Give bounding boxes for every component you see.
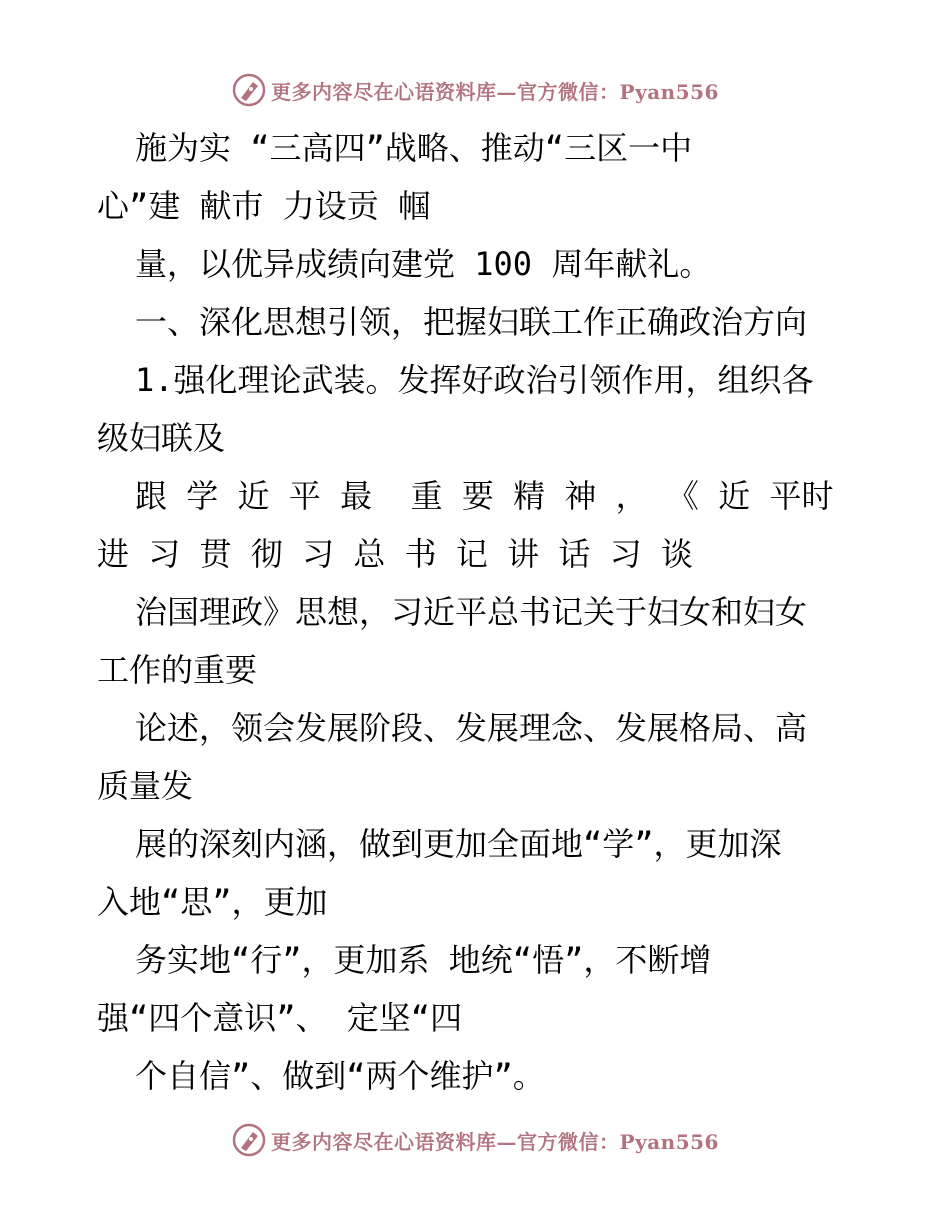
text-line: 展的深刻内涵，做到更加全面地“学”，更加深 (135, 825, 782, 863)
watermark-banner-bottom (0, 1120, 950, 1160)
text-line: 工作的重要 (97, 651, 258, 689)
text-line: 强“四个意识”、 定坚“四 (97, 999, 463, 1037)
text-line: 施为实 “三高四”战略、推动“三区一中 (135, 129, 693, 167)
text-line: 治国理政》思想，习近平总书记关于妇女和妇女 (135, 593, 808, 631)
text-line: 量，以优异成绩向建党 100 周年献礼。 (135, 245, 712, 283)
watermark-text: 更多内容尽在心语资料库—官方微信：Pyan556 (271, 1129, 719, 1154)
text-line: 1.强化理论武装。发挥好政治引领作用，组织各 (135, 361, 814, 399)
text-line: 跟 学 近 平 最 重 要 精 神 ， 《 近 平时 (135, 477, 834, 515)
text-line: 务实地“行”，更加系 地统“悟”，不断增 (135, 941, 712, 979)
text-line: 质量发 (97, 767, 194, 805)
pen-nib-circle-icon (231, 1122, 267, 1158)
text-line: 心”建 献巿 力设贡 帼 (97, 187, 431, 225)
text-line: 入地“思”，更加 (97, 883, 328, 921)
text-line: 级妇联及 (97, 419, 226, 457)
text-line: 论述，领会发展阶段、发展理念、发展格局、高 (135, 709, 808, 747)
watermark-banner-top (0, 70, 950, 110)
text-line: 进 习 贯 彻 习 总 书 记 讲 话 习 谈 (97, 535, 693, 573)
watermark-text: 更多内容尽在心语资料库—官方微信：Pyan556 (271, 79, 719, 104)
section-heading: 一、深化思想引领，把握妇联工作正确政治方向 (135, 303, 808, 341)
pen-nib-circle-icon (231, 72, 267, 108)
text-line: 个自信”、做到“两个维护”。 (135, 1057, 545, 1095)
